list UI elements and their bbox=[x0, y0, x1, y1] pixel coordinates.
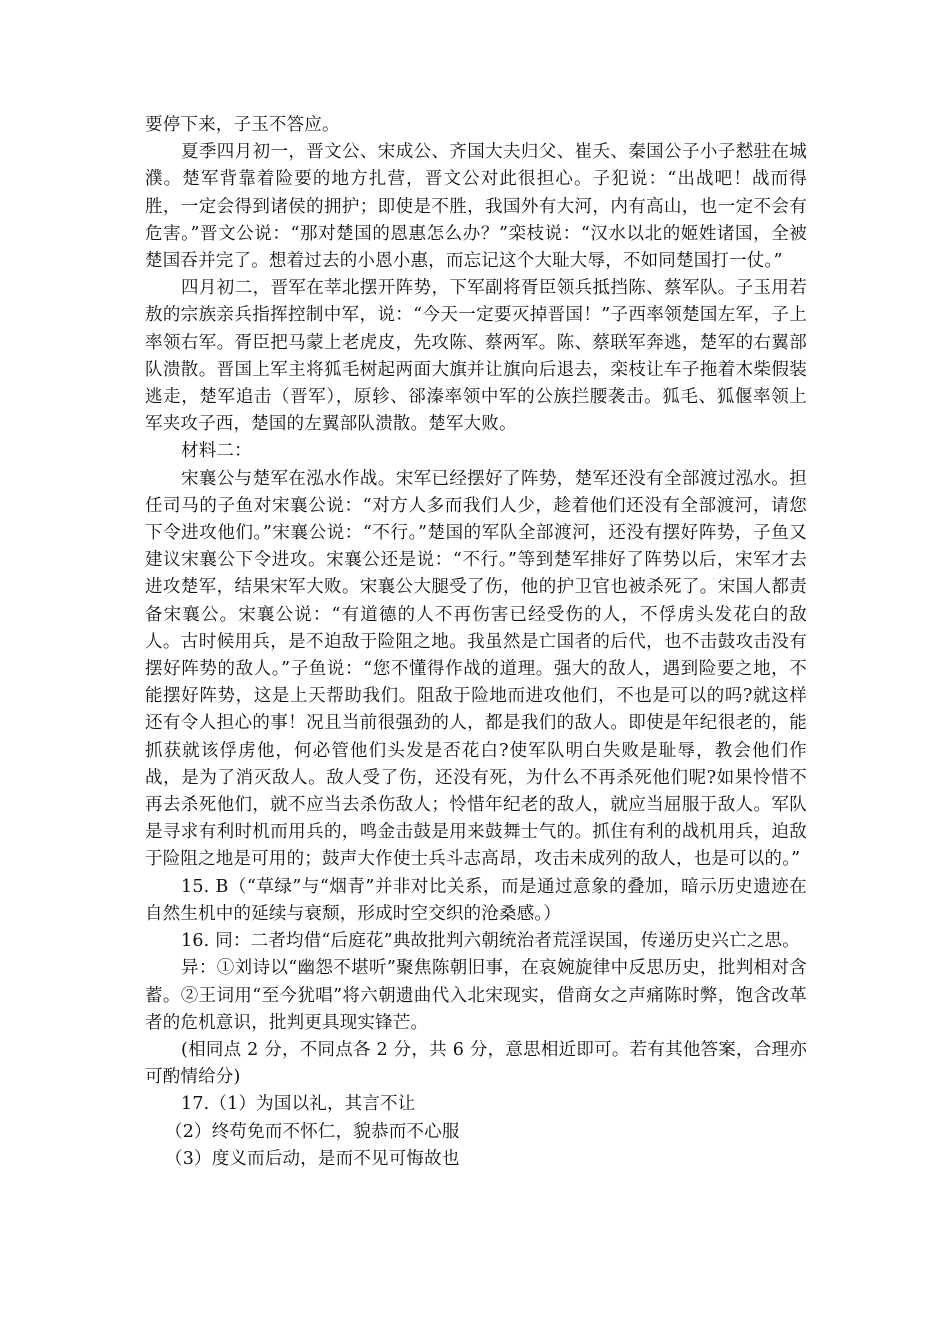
paragraph-chengpu-battle: 四月初二，晋军在莘北摆开阵势，下军副将胥臣领兵抵挡陈、蔡军队。子玉用若敖的宗族亲兵指挥控制中军，说：“今天一定要灭掉晋国！”子西率领楚国左军，子上率领右军。胥臣把马蒙上老虎皮，先攻陈、蔡两军。陈、蔡联军奔逃，楚军的右翼部队溃散。晋国上军主将狐毛树起两面大旗并让旗向后退去，栾枝让车子拖着木柴假装逃走，楚军追击（晋军），原轸、郤溱率领中军的公族拦腰袭击。狐毛、狐偃率领上军夹攻子西，楚国的左翼部队溃散。楚军大败。 bbox=[145, 278, 807, 435]
answer-17-2: （2）终苟免而不怀仁，貌恭而不心服 bbox=[165, 1121, 460, 1142]
answer-16-difference: 异：①刘诗以“幽怨不堪听”聚焦陈朝旧事，在哀婉旋律中反思历史，批判相对含蓄。②王词用“至今犹唱”将六朝遗曲代入北宋现实，借商女之声痛陈时弊，饱含改革者的危机意识，批判更具现实锋芒。 bbox=[145, 958, 807, 1033]
answer-17-3: （3）度义而后动，是而不见可悔故也 bbox=[165, 1148, 460, 1169]
paragraph-continuation: 要停下来，子玉不答应。 bbox=[145, 115, 340, 135]
material-two-heading: 材料二： bbox=[181, 441, 252, 462]
scoring-note: (相同点 2 分，不同点各 2 分，共 6 分，意思相近即可。若有其他答案，合理亦可酌情给分) bbox=[145, 1039, 807, 1088]
paragraph-hongshui-battle: 宋襄公与楚军在泓水作战。宋军已经摆好了阵势，楚军还没有全部渡过泓水。担任司马的子鱼对宋襄公说：“对方人多而我们人少，趁着他们还没有全部渡河，请您下令进攻他们。”宋襄公说：“不行。”楚国的军队全部渡河，还没有摆好阵势，子鱼又建议宋襄公下令进攻。宋襄公还是说：“不行。”等到楚军排好了阵势以后，宋军才去进攻楚军，结果宋军大败。宋襄公大腿受了伤，他的护卫官也被杀死了。宋国人都责备宋襄公。宋襄公说：“有道德的人不再伤害已经受伤的人，不俘虏头发花白的敌人。古时候用兵，是不迫敌于险阻之地。我虽然是亡国者的后代，也不击鼓攻击没有摆好阵势的敌人。”子鱼说：“您不懂得作战的道理。强大的敌人，遇到险要之地，不能摆好阵势，这是上天帮助我们。阻敌于险地而进攻他们，不也是可以的吗?就这样还有令人担心的事！况且当前很强劲的人，都是我们的敌人。即使是年纪很老的，能抓获就该俘虏他，何必管他们头发是否花白?使军队明白失败是耻辱，教会他们作战，是为了消灭敌人。敌人受了伤，还没有死，为什么不再杀死他们呢?如果怜惜不再去杀死他们，就不应当去杀伤敌人；怜惜年纪老的敌人，就应当屈服于敌人。军队是寻求有利时机而用兵的，鸣金击鼓是用来鼓舞士气的。抓住有利的战机用兵，迫敌于险阻之地是可用的；鼓声大作使士兵斗志高昂，攻击未成列的敌人，也是可以的。” bbox=[145, 468, 807, 870]
answer-16-similarity: 16. 同：二者均借“后庭花”典故批判六朝统治者荒淫误国，传递历史兴亡之思。 bbox=[181, 931, 800, 952]
document-page bbox=[145, 112, 807, 1173]
paragraph-chengpu-battle-eve: 夏季四月初一，晋文公、宋成公、齐国大夫归父、崔夭、秦国公子小子慭驻在城濮。楚军背靠着险要的地方扎营，晋文公对此很担心。子犯说：“出战吧！战而得胜，一定会得到诸侯的拥护；即使是不胜，我国外有大河，内有高山，也一定不会有危害。”晋文公说：“那对楚国的恩惠怎么办？”栾枝说：“汉水以北的姬姓诸国，全被楚国吞并完了。想着过去的小恩小惠，而忘记这个大耻大辱，不如同楚国打一仗。” bbox=[145, 142, 807, 272]
answer-17-1: 17.（1）为国以礼，其言不让 bbox=[181, 1094, 416, 1115]
answer-15: 15. B（“草绿”与“烟青”并非对比关系，而是通过意象的叠加，暗示历史遗迹在自然生机中的延续与衰颓，形成时空交织的沧桑感。） bbox=[145, 876, 807, 924]
